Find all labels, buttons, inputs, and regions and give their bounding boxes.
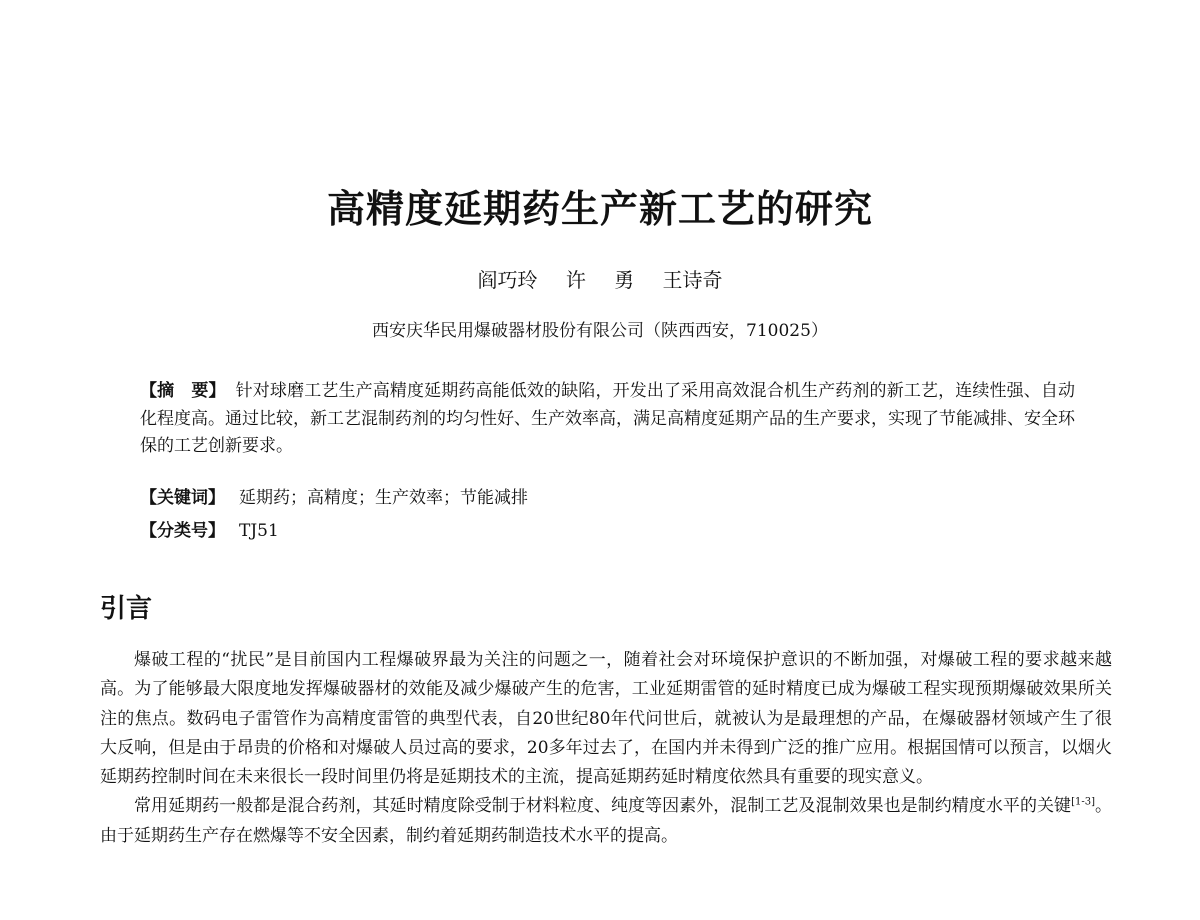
keywords <box>140 483 528 508</box>
author-affiliation: 西安庆华民用爆破器材股份有限公司（陕西西安，710025） <box>372 321 828 341</box>
citation-reference: [1-3] <box>1071 796 1095 808</box>
body-paragraph <box>100 792 1112 851</box>
classification-code: TJ51 <box>239 521 279 541</box>
abstract-text: 针对球磨工艺生产高精度延期药高能低效的缺陷，开发出了采用高效混合机生产药剂的新工艺，连续性强、自动化程度高。通过比较，新工艺混制药剂的均匀性好、生产效率高，满足高精度延期产品的生产要求，实现了节能减排、安全环保的工艺创新要求。 <box>140 381 1076 456</box>
body-text <box>100 646 1112 851</box>
section-heading: 引言 <box>100 594 153 624</box>
abstract-label: 【摘 要】 <box>140 381 226 401</box>
abstract <box>140 378 1075 461</box>
author-name: 许 勇 <box>565 268 635 292</box>
body-paragraph: 爆破工程的“扰民”是目前国内工程爆破界最为关注的问题之一，随着社会对环境保护意识的不断加强，对爆破工程的要求越来越高。为了能够最大限度地发挥爆破器材的效能及减少爆破产生的危害，工业延期雷管的延时精度已成为爆破工程实现预期爆破效果所关注的焦点。数码电子雷管作为高精度雷管的典型代表，自20世纪80年代问世后，就被认为是最理想的产品，在爆破器材领域产生了很大反响，但是由于昂贵的价格和对爆破人员过高的要求，20多年过去了，在国内并未得到广泛的推广应用。根据国情可以预言，以烟火延期药控制时间在未来很长一段时间里仍将是延期技术的主流，提高延期药延时精度依然具有重要的现实意义。 <box>100 650 1112 788</box>
author-list <box>0 264 1200 293</box>
paragraph-text: 常用延期药一般都是混合药剂，其延时精度除受制于材料粒度、纯度等因素外，混制工艺及混制效果也是制约精度水平的关键 <box>134 796 1072 817</box>
classification-label: 【分类号】 <box>140 521 225 541</box>
keywords-text: 延期药；高精度；生产效率；节能减排 <box>239 488 528 508</box>
author-name: 王诗奇 <box>662 268 723 292</box>
author-name: 阎巧玲 <box>477 268 538 292</box>
paper-title: 高精度延期药生产新工艺的研究 <box>326 187 873 231</box>
classification <box>140 516 279 541</box>
paragraph-text: 。由于延期药生产存在燃爆等不安全因素，制约着延期药制造技术水平的提高。 <box>100 796 1113 846</box>
keywords-label: 【关键词】 <box>140 488 225 508</box>
